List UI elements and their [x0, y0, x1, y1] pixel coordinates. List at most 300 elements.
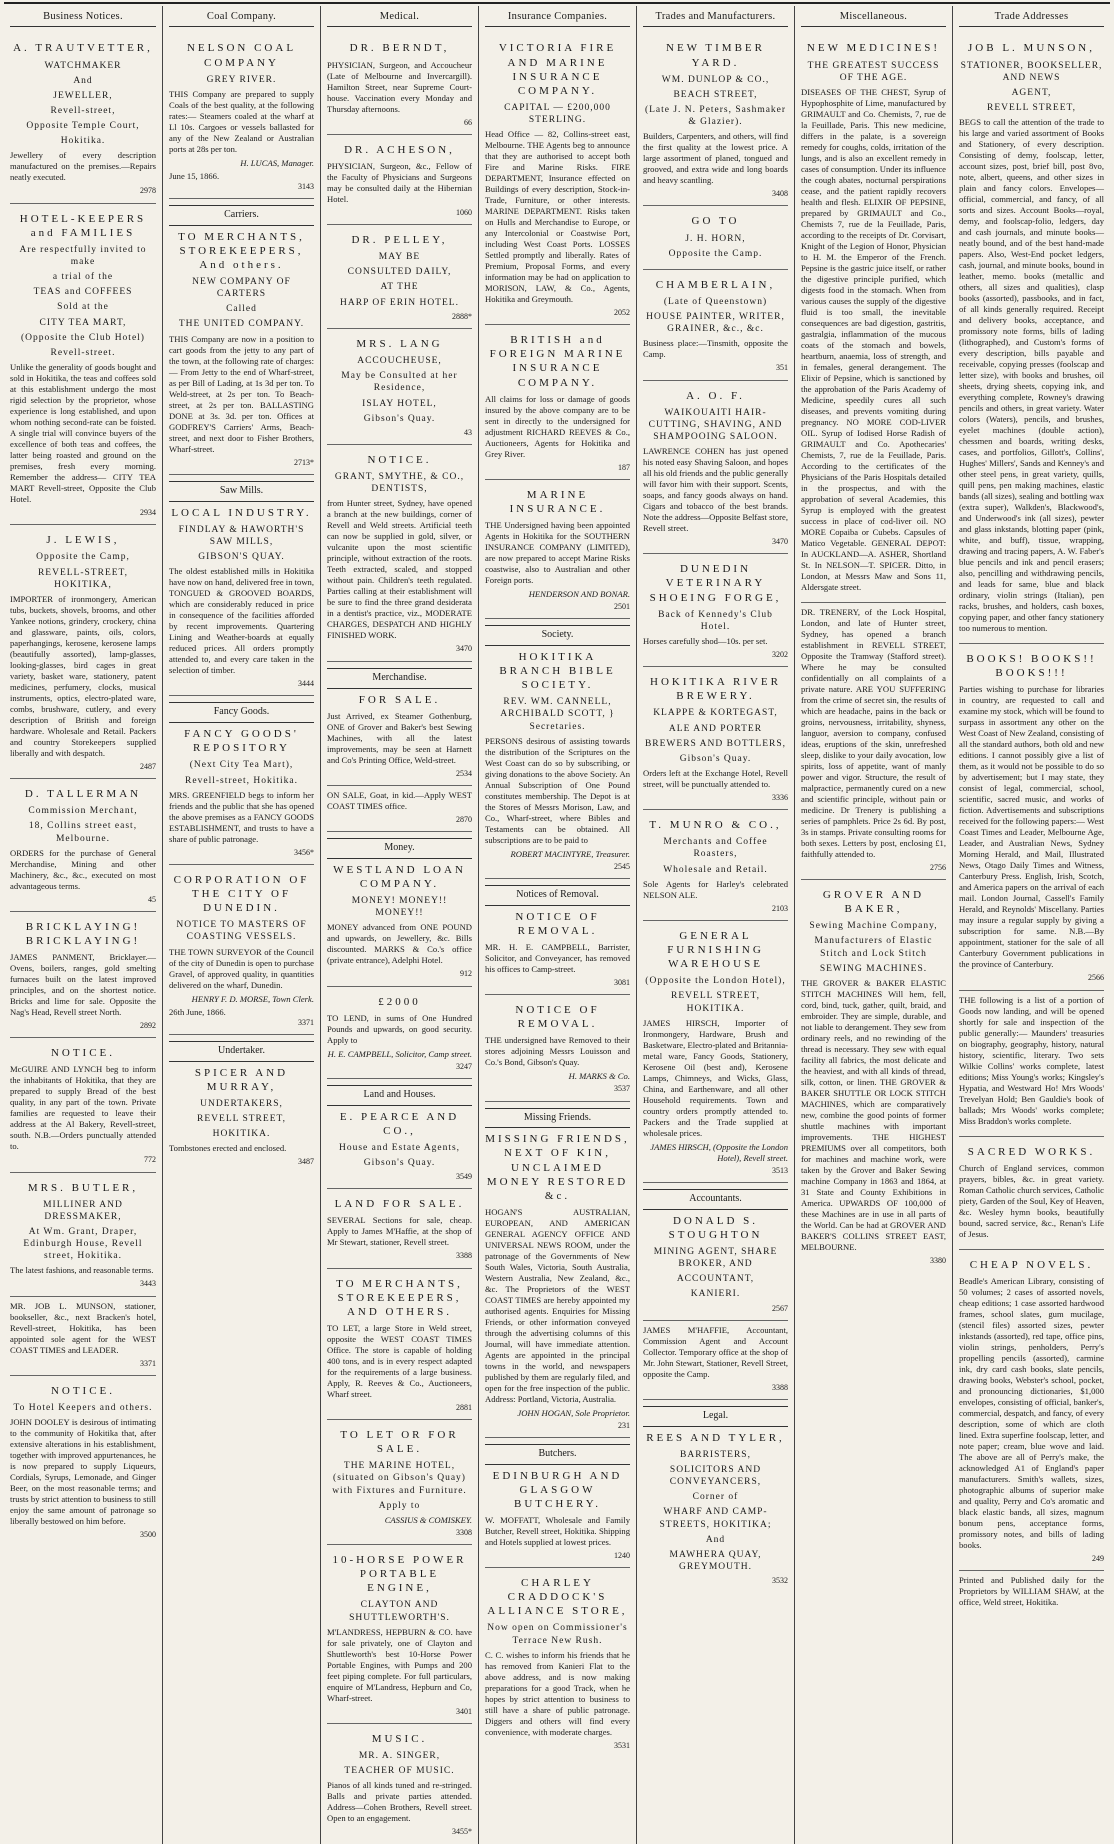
advertisement	[10, 525, 156, 779]
ad-line: GRANT, SMYTHE, & CO., DENTISTS,	[334, 472, 465, 495]
advertisement	[327, 662, 472, 786]
column-header: Medical.	[327, 6, 472, 27]
column-header: Trade Addresses	[959, 6, 1104, 27]
ad-number: 3401	[456, 1706, 472, 1716]
ad-title: HOTEL-KEEPERS and FAMILIES	[19, 212, 147, 239]
advertisement	[801, 603, 946, 880]
column-7	[952, 6, 1110, 1844]
ad-number: 2870	[456, 814, 472, 824]
ad-title: JOB L. MUNSON,	[968, 42, 1095, 55]
ad-number: 3532	[772, 1576, 788, 1586]
ad-body: PHYSICIAN, Surgeon, &c., Fellow of the Faculty of Physicians and Surgeons may be consulted daily at the Hibernian Hotel.	[327, 160, 472, 204]
ad-body: M'LANDRESS, HEPBURN & CO. have for sale privately, one of Clayton and Shuttleworth's best 10-Horse Power Portable Engines, with Pumps and 200 feet piping complete. For full particulars, enquire of M'Landress, Hepburn and Co, Wharf-street.	[327, 1626, 472, 1703]
ad-line: SEWING MACHINES.	[819, 963, 928, 974]
column-4	[478, 6, 636, 1844]
ad-line: MAY BE	[378, 252, 421, 263]
ad-line: HARP OF ERIN HOTEL.	[340, 297, 459, 308]
ad-number: 3487	[298, 1157, 314, 1167]
ad-body: THE undersigned have Removed to their stores adjoining Messrs Louisson and Co.'s Bond, Gibson's Quay.	[485, 1035, 630, 1068]
ad-title: REES AND TYLER,	[646, 1431, 785, 1444]
advertisement	[643, 1321, 788, 1400]
ad-title: BOOKS! BOOKS!! BOOKS!!!	[966, 653, 1097, 680]
ad-line: REVELL STREET,	[197, 1113, 286, 1124]
ad-signature: HENDERSON AND BONAR.	[528, 589, 630, 599]
advertisement	[485, 480, 630, 619]
ad-title: A. TRAUTVETTER,	[13, 42, 153, 55]
ad-number: 2713*	[294, 457, 314, 467]
advertisement	[327, 445, 472, 662]
ad-number: 187	[618, 462, 630, 472]
ad-title: NOTICE OF REMOVAL.	[515, 1004, 600, 1031]
ad-number: 2567	[772, 1303, 788, 1313]
advertisement	[485, 325, 630, 480]
ad-body: THE Undersigned having been appointed Agents in Hokitika for the SOUTHERN INSURANCE COMPANY (LIMITED), are now prepared to accept Marine Risks coastwise, also to Australian and other Foreign ports.	[485, 520, 630, 585]
ad-body: Business place:—Tinsmith, opposite the Camp.	[643, 338, 788, 360]
ad-title: TO LET OR FOR SALE.	[340, 1429, 459, 1456]
advertisement	[327, 1079, 472, 1190]
ad-body: ORDERS for the purchase of General Merchandise, Mining and other Machinery, &c., &c., executed on most advantageous terms.	[10, 847, 156, 891]
advertisement	[643, 1400, 788, 1593]
advertisement	[959, 991, 1104, 1137]
ad-number: 3455*	[452, 1827, 472, 1837]
ad-line: Gibson's Quay.	[363, 413, 436, 424]
ad-body: Builders, Carpenters, and others, will find the first quality at the lowest price. A large assortment of planed, tongued and grooved, and extra wide and long boards and heavy scantling.	[643, 131, 788, 186]
section-heading: Money.	[327, 838, 472, 859]
ad-line: REVELL-STREET, HOKITIKA,	[37, 567, 129, 590]
ad-title: FANCY GOODS' REPOSITORY	[184, 728, 299, 755]
column-header: Insurance Companies.	[485, 6, 630, 27]
ad-number: 3336	[772, 792, 788, 802]
advertisement	[169, 1035, 314, 1174]
ad-number: 3388	[772, 1382, 788, 1392]
column-3	[320, 6, 478, 1844]
advertisement	[327, 832, 472, 987]
ad-body: JAMES PANMENT, Bricklayer.— Ovens, boilers, ranges, gold smelting furnaces built on the latest improved principles, and on the shortest notice. Bricks and lime for sale. Opposite the Nag's Head, Revell street North.	[10, 952, 156, 1018]
ad-title: GROVER AND BAKER,	[822, 889, 925, 916]
section-heading: Legal.	[643, 1406, 788, 1427]
column-header: Business Notices.	[10, 6, 156, 27]
ad-line: Sold at the	[57, 302, 109, 313]
ad-body: The latest fashions, and reasonable terms.	[10, 1265, 154, 1276]
ad-title: DR. BERNDT,	[349, 42, 450, 55]
advertisement	[10, 33, 156, 203]
ad-body: JAMES HIRSCH, Importer of Ironmongery, Hardware, Brush and Basketware, Electro-plated and Britannia-metal ware, Fancy Goods, Stationery, Kerosene Oil (best and), Kerosene Lamps, Chimneys, and Wicks, Glass, China, and Earthenware, and all other Household requirements. Town and country orders promptly attended to. Packers and the Trade supplied at wholesale prices.	[643, 1017, 788, 1138]
ad-title: BRICKLAYING! BRICKLAYING!	[25, 920, 141, 947]
advertisement	[10, 1038, 156, 1172]
advertisement	[643, 33, 788, 206]
ad-line: (Opposite the Club Hotel)	[21, 332, 145, 343]
ad-title: EDINBURGH AND GLASGOW BUTCHERY.	[492, 1469, 623, 1510]
ad-line: CAPITAL — £200,000 STERLING.	[504, 102, 611, 125]
ad-body: SEVERAL Sections for sale, cheap. Apply to James M'Haffie, at the shop of Mr Stewart, stationer, Revell street.	[327, 1215, 472, 1248]
ad-number: 3470	[772, 537, 788, 547]
ad-title: DUNEDIN VETERINARY SHOEING FORGE,	[649, 563, 782, 604]
ad-body: IMPORTER of ironmongery, American tubs, buckets, shovels, brooms, and other Yankee notions, grindery, crockery, china and glassware, paints, oils, colors, paperhangings, kerosene, kerosene lamps (beautifully assorted), lamp-glasses, looking-glasses, bird cages in great variety, basket ware, stationery, patent medicines, perfumery, clocks, musical instruments, optics, electro-plated ware, combs, brushware, cutlery, and every description of British and foreign hardware. Wholesale and Retail. Packers and country Storekeepers supplied liberally and with despatch.	[10, 593, 156, 758]
ad-line: And	[73, 75, 93, 86]
ad-line: BREWERS AND BOTTLERS,	[644, 738, 787, 749]
section-heading: Notices of Removal.	[485, 885, 630, 906]
ad-line: (Late J. N. Peters, Sashmaker & Glazier).	[644, 104, 787, 128]
ad-signature: JOHN HOGAN, Sole Proprietor.	[517, 1407, 630, 1418]
ad-title: T. MUNRO & CO.,	[649, 819, 782, 832]
ad-number: 351	[776, 363, 788, 373]
ad-number: 2978	[140, 186, 156, 196]
ad-title: SPICER AND MURRAY,	[194, 1066, 289, 1093]
ad-line: ISLAY HOTEL,	[362, 398, 437, 409]
ad-number: 3388	[456, 1251, 472, 1261]
ad-line: MONEY! MONEY!! MONEY!!	[351, 896, 448, 919]
ad-body: THE TOWN SURVEYOR of the Council of the city of Dunedin is open to purchase Gravel, of approved quality, in quantities delivered on the wharf, Dunedin.	[169, 946, 314, 990]
ad-signature: HENRY F. D. MORSE, Town Clerk.	[191, 993, 314, 1004]
ad-signature: CASSIUS & COMISKEY.	[384, 1514, 472, 1525]
ad-line: Back of Kennedy's Club Hotel.	[658, 609, 773, 632]
advertisement	[801, 33, 946, 602]
ad-line: WM. DUNLOP & CO.,	[661, 74, 770, 85]
ad-body: All claims for loss or damage of goods insured by the above company are to be sent in directly to the undersigned for adjustment RICHARD REEVES & Co., Auctioneers, Agents for Hokitika and Grey River.	[485, 393, 630, 459]
ad-body: DISEASES OF THE CHEST, Syrup of Hypophosphite of Lime, manufactured by GRIMAULT and Co. Chemists, 7, rue de la Feuillade, Paris. This new medicine, differs in the palate, is a sovereign remedy for coughs, colds, irritation of the lungs, and is also an excellent remedy in cases of consumption. Under its influence the cough abates, nocturnal perspirations cease, and the patient rapidly recovers health and flesh. ELIXIR OF PEPSINE, prepared by GRIMAULT and Co., Chemists 7, rue de la Feuillade, Paris, according to the receipts of Dr. Corvisart, Knight of the Legion of Honor, Physician to H. M. the Emperor of the French. Pepsine is the gastric juice itself, or rather the digestive principle purified, which digests food in the stomach. When from various causes the supply of the digestive fluid is too small, the inevitable consequences are bad digestion, gastritis, gastralgia, inflammation of the mucous coats of the stomach and bowels, heartburn, anaemia, loss of strength, and in females, general derangement. The Elixir of Pepsine, which is sanctioned by the approbation of the Paris Academy of Medicine, speedily cures all such diseases, and prevents vomiting during pregnancy. NO MORE COD-LIVER OIL. Syrup of Iodised Horse Radish of GRIMAULT and Co. Apothecaries' Chemists, 7, rue de la Feuillade, Paris. According to the certificates of the Physicians of the Paris Hospitals detailed in the prospectus, and with the approbation of several Academies, this Syrup is employed with the greatest success in place of cod-liver oil. NO MORE Copaiba or Cubebs. Capsules of Matico Vegetable. GENERAL DEPOT: In AUCKLAND—A. ASHER, Shortland St. In NELSON—T. SPICER. Ditto, in London, at Messrs Maw and Sons 11, Aldersgate street.	[801, 86, 946, 592]
ad-number: 1060	[456, 207, 472, 217]
ad-body: C. C. wishes to inform his friends that he has removed from Kanieri Flat to the above address, and is now making preparations for a good Track, when he hopes by strict attention to business to still have a share of public patronage. Diggers and others will find every convenience, with moderate charges.	[485, 1649, 630, 1737]
ad-title: CHARLEY CRADDOCK'S ALLIANCE STORE,	[487, 1577, 628, 1618]
ad-line: THE UNITED COMPANY.	[178, 319, 305, 330]
ad-title: CHAMBERLAIN,	[655, 278, 776, 291]
column-header: Trades and Manufacturers.	[643, 6, 788, 27]
advertisement	[643, 554, 788, 667]
ad-title: E. PEARCE AND CO.,	[339, 1110, 460, 1137]
ad-body: Sole Agents for Harley's celebrated NELSON ALE.	[643, 878, 788, 900]
ad-title: NOTICE.	[50, 1384, 116, 1397]
advertisement	[327, 329, 472, 445]
ad-number: 43	[464, 427, 472, 437]
ad-number: 3081	[614, 977, 630, 987]
ad-number: 2052	[614, 308, 630, 318]
advertisement	[485, 1438, 630, 1568]
ad-line: Now open on Commissioner's Terrace New Rush.	[487, 1623, 628, 1646]
ad-line: MR. A. SINGER,	[358, 1751, 441, 1762]
ad-line: HOUSE PAINTER, WRITER, GRAINER, &c., &c.	[646, 312, 785, 335]
advertisement	[485, 33, 630, 325]
ad-line: May be Consulted at her Residence,	[341, 371, 458, 394]
ad-number: 3549	[456, 1172, 472, 1182]
ad-title: A. O. F.	[686, 389, 745, 402]
column-5	[636, 6, 794, 1844]
ad-body: JAMES M'HAFFIE, Accountant, Commission Agent and Account Collector. Temporary office at the shop of Mr. John Stewart, Stationer, Revell Street, opposite the Camp.	[643, 1324, 789, 1379]
ad-number: 3202	[772, 649, 788, 659]
section-heading: Fancy Goods.	[169, 702, 314, 723]
ad-line: Manufacturers of Elastic Stitch and Lock Stitch	[814, 936, 933, 959]
ad-signature: ROBERT MACINTYRE, Treasurer.	[510, 848, 630, 859]
ad-body: THIS Company are prepared to supply Coals of the best quality, at the following rates:— Steamers coaled at the wharf at Ll 10s. Cargoes or vessels ballasted for any of the New Zealand or Australian ports at 28s per ton.	[169, 88, 314, 154]
ad-title: DR. PELLEY,	[351, 234, 448, 247]
ad-line: Revell-street,	[50, 105, 116, 116]
ad-body: Head Office — 82, Collins-street east, Melbourne. THE Agents beg to announce that they are authorised to accept both Fire and Marine Risks. FIRE DEPARTMENT, Insurance effected on Buildings of every description, Stock-in-Trade, Furniture, or other interests. MARINE DEPARTMENT. Risks taken on Hulls and Merchandise to Europe, or any Intercolonial or Coastwise Port, including West Coast Ports. LOSSES Settled promptly and liberally. Rates of Premium, Proposal Forms, and every information may be had on application to MORISON, LAW, & Co., Agents, Hokitika and Greymouth.	[485, 129, 630, 305]
advertisement	[327, 1724, 472, 1844]
ad-body: from Hunter street, Sydney, have opened a branch at the new buildings, corner of Revell and Weld streets. Artificial teeth can now be supplied in gold, silver, or vulcanite upon the most scientific principle, without extraction of the roots. Teeth extracted, scaled, and stopped without pain. Children's teeth regulated. Parties calling at their establishment will be sure to find the three grand desiderata in a dentist's practice, viz., MODERATE CHARGES, DESPATCH AND HIGHLY FINISHED WORK.	[327, 498, 472, 641]
ad-number: 772	[144, 1155, 156, 1165]
ad-line: NOTICE TO MASTERS OF COASTING VESSELS.	[176, 920, 307, 943]
ad-title: HOKITIKA BRANCH BIBLE SOCIETY.	[499, 651, 616, 692]
ad-line: REVELL STREET, HOKITIKA.	[671, 991, 760, 1014]
ad-line: ACCOUCHEUSE,	[357, 356, 442, 367]
advertisement	[959, 1571, 1104, 1617]
ad-title: MRS. LANG	[356, 338, 443, 350]
advertisement	[10, 1173, 156, 1297]
ad-number: 3456*	[294, 847, 314, 857]
ad-line: J. H. HORN,	[685, 233, 746, 244]
ad-title: NOTICE.	[367, 454, 432, 467]
ad-number: 2934	[140, 508, 156, 518]
ad-number: 3500	[140, 1530, 156, 1540]
ad-number: 2881	[456, 1402, 472, 1412]
advertisement	[643, 667, 788, 810]
ad-title: TO MERCHANTS, STOREKEEPERS, And others.	[178, 230, 305, 271]
ad-number: 3380	[930, 1255, 946, 1265]
advertisement	[485, 1102, 630, 1438]
column-header: Miscellaneous.	[801, 6, 946, 27]
advertisement	[959, 1250, 1104, 1571]
column-1	[4, 6, 162, 1844]
ad-title: FOR SALE.	[358, 693, 441, 706]
advertisement	[327, 786, 472, 832]
ad-body: DR. TRENERY, of the Lock Hospital, London, and late of Hunter street, Sydney, has opened a branch establishment in REVELL STREET, Opposite the Tramway (Stafford street). Where he may be consulted confidentially on all complaints of a private nature. ARE YOU SUFFERING from the crime of secret sin, the results of which are headache, pains in the back or groins, nervousness, irritability, shyness, languor, aversion to company, confused ideas, eruptions of the skin, unrefreshed sleep, dislike to your daily avocation, low spirits, loss of appetite, want of manly power and vigor. Structure, the result of malpractice, permanently cured on a new and scientific principle, without pain or medicine. Dr Trenery is publishing a series of pamphlets. Price 2s 6d. By post, 3s in stamps. Private consulting rooms for both sexes. Letters by post, enclosing £1, faithfully attended to.	[801, 606, 946, 859]
ad-number: 912	[460, 969, 472, 979]
ad-number: 2534	[456, 768, 472, 778]
ad-line: Sewing Machine Company,	[809, 921, 938, 932]
ad-body: Orders left at the Exchange Hotel, Revell street, will be punctually attended to.	[643, 767, 788, 789]
ad-date: June 15, 1866.	[169, 170, 220, 181]
advertisement	[959, 644, 1104, 990]
ad-number: 249	[1092, 1553, 1104, 1563]
ad-title: WESTLAND LOAN COMPANY.	[333, 863, 466, 890]
ad-line: Revell-street, Hokitika.	[185, 775, 298, 786]
ad-line: UNDERTAKERS,	[200, 1098, 283, 1109]
ad-line: AGENT,	[1011, 87, 1052, 98]
ad-number: 1240	[614, 1551, 630, 1560]
ad-title: TO MERCHANTS, STOREKEEPERS, AND OTHERS.	[336, 1277, 463, 1318]
ad-line: Hokitika.	[60, 136, 106, 147]
advertisement	[169, 199, 314, 475]
ad-line: MILLINER AND DRESSMAKER,	[43, 1199, 123, 1222]
ad-title: MRS. BUTLER,	[27, 1181, 139, 1194]
advertisement	[643, 921, 788, 1183]
ad-line: Wholesale and Retail.	[663, 864, 768, 875]
ad-title: GO TO	[691, 215, 740, 228]
ad-line: Gibson's Quay.	[679, 753, 752, 764]
ad-line: STATIONER, BOOKSELLER, AND NEWS	[960, 60, 1103, 83]
ad-title: NOTICE OF REMOVAL.	[515, 910, 600, 937]
ad-number: 2487	[140, 761, 156, 771]
advertisement	[643, 810, 788, 921]
ad-title: NELSON COAL COMPANY	[186, 42, 297, 69]
ad-line: Corner of	[692, 1492, 739, 1503]
section-heading: Land and Houses.	[327, 1085, 472, 1106]
ad-body: JOHN DOOLEY is desirous of intimating to the community of Hokitika that, after extensive alterations in his establishment, together with improved appurtenances, he is now prepared to supply Liqueurs, Cordials, Syrups, Lemonade, and Ginger Beer, on the most reasonable terms; and trusts by strict attention to business to still enjoy the same amount of patronage so liberally bestowed on him before.	[10, 1417, 156, 1527]
ad-line: House and Estate Agents,	[338, 1142, 461, 1153]
advertisement	[10, 1297, 156, 1376]
section-heading: Carriers.	[169, 205, 314, 226]
advertisement	[485, 995, 630, 1101]
ad-line: ALE AND PORTER	[668, 723, 763, 734]
advertisement	[485, 1568, 630, 1757]
advertisement	[801, 880, 946, 1272]
ad-body: THIS Company are now in a position to cart goods from the jetty to any part of the town, at the following rate of charges:— From Jetty to the end of Wharf-street, as per Bill of Lading, at 1s 3d per ton. To Weld-street, at 2s per ton. To Beach-street, at 2s per ton. BALLASTING DONE at 3s. 3d. per ton. Offices at GODFREY'S Carriers' Arms, Beach-street, and next door to Fisher Brothers, Wharf-street.	[169, 333, 314, 454]
ad-title: J. LEWIS,	[46, 534, 120, 547]
advertisement	[10, 204, 156, 526]
ad-signature: H. LUCAS, Manager.	[240, 157, 314, 168]
ad-line: Commission Merchant,	[28, 806, 138, 817]
advertisement	[327, 225, 472, 329]
ad-line: Merchants and Coffee Roasters,	[663, 837, 768, 860]
ad-title: 10-HORSE POWER PORTABLE ENGINE,	[332, 1554, 467, 1595]
ad-number: 3443	[140, 1279, 156, 1289]
ad-title: LAND FOR SALE.	[334, 1198, 465, 1211]
ad-number: 3371	[298, 1017, 314, 1027]
ad-number: 66	[464, 117, 472, 127]
ad-body: Beadle's American Library, consisting of 50 volumes; 2 cases of assorted novels, cheap editions; 1 case assorted hardwood frames, school slates, gum mucilage, (stencil files) assorted sizes, pewter inkstands (assorted), red tape, office pins, violin strings, penholders, Perry's propelling pencils (assorted), carmine ink, dry card cash books, slate pencils, drawing books, Webster's school, pocket, and pronouncing dictionaries, $1,000 envelopes, consisting of official, banker's, commercial, despatch, and fancy, of every description, some of which are cloth lined. Extra superfine foolscap, letter, and note paper; cream, blue wove and laid. The above are all of Perry's make, the acknowledged A1 of England's paper manufacturers. Smith's wallets, sizes, photographic albums of superior make and quality, Perry and Co's aromatic and black elastic bands, all sizes, magnum bonum pens, acceptance forms, promissory notes, and bills of lading books.	[959, 1275, 1104, 1550]
ad-number: 3371	[140, 1358, 156, 1368]
ad-title: LOCAL INDUSTRY.	[171, 506, 312, 519]
ad-line: SOLICITORS AND CONVEYANCERS,	[669, 1465, 762, 1488]
advertisement	[327, 1545, 472, 1724]
ad-body: ON SALE, Goat, in kid.—Apply WEST COAST TIMES office.	[327, 789, 472, 811]
ad-title: DR. ACHESON,	[344, 143, 455, 156]
ad-line: At Wm. Grant, Draper, Edinburgh House, Revell street, Hokitika.	[23, 1226, 143, 1262]
ad-line: ACCOUNTANT,	[676, 1274, 755, 1285]
ad-title: NEW TIMBER YARD.	[666, 42, 765, 69]
ad-line: a trial of the	[52, 272, 114, 283]
ad-body: Unlike the generality of goods bought and sold in Hokitika, the teas and coffees sold at this establishment undergo the most rigid selection by the proprietor, whose experience is long established, and upon whom nothing second-rate can be foisted. A single trial will convince buyers of the excellence of both teas and coffees, the latter being roasted and ground on the premises, fresh every morning. Remember the address— CITY TEA MART Revell-street, Opposite the Club Hotel.	[10, 362, 156, 505]
ad-body: McGUIRE AND LYNCH beg to inform the inhabitants of Hokitika, that they are prepared to supply Bread of the best quality, in any part of the town. Private families are requested to leave their address at the Al Bakery, Revell-street, south. N.B.—Orders punctually attended to.	[10, 1064, 156, 1152]
ad-title: BRITISH and FOREIGN MARINE INSURANCE COMPANY.	[489, 334, 626, 389]
ad-line: WATCHMAKER	[44, 60, 122, 71]
ad-body: PHYSICIAN, Surgeon, and Accoucheur (Late of Melbourne and Invercargill). Hamilton Street, near Supreme Court-house. Vaccination every Monday and Thursday afternoons.	[327, 59, 472, 114]
ad-title: DONALD S. STOUGHTON	[668, 1214, 763, 1241]
advertisement	[643, 381, 788, 555]
section-heading: Missing Friends.	[485, 1108, 630, 1129]
ad-line: GIBSON'S QUAY.	[198, 552, 285, 563]
ad-line: NEW COMPANY OF CARTERS	[192, 277, 291, 300]
ad-body: Pianos of all kinds tuned and re-stringed. Balls and private parties attended. Address—Cohen Brothers, Revell street. Open to an engagement.	[327, 1780, 472, 1824]
ad-title: HOKITIKA RIVER BREWERY.	[650, 676, 781, 703]
ad-line: THE GREATEST SUCCESS OF THE AGE.	[807, 60, 940, 83]
section-heading: Saw Mills.	[169, 481, 314, 502]
advertisement	[327, 1269, 472, 1420]
ad-line: Gibson's Quay.	[363, 1157, 436, 1168]
ad-body: MRS. GREENFIELD begs to inform her friends and the public that she has opened the above premises as a FANCY GOODS ESTABLISHMENT, and trusts to have a share of public patronage.	[169, 789, 314, 844]
ad-line: REV. WM. CANNELL, ARCHIBALD SCOTT, } Secretaries.	[500, 697, 615, 732]
ad-number: 3143	[298, 181, 314, 191]
ad-title: £2000	[378, 995, 421, 1008]
section-heading: Undertaker.	[169, 1041, 314, 1062]
ad-number: 3408	[772, 189, 788, 199]
ad-number: 2756	[930, 862, 946, 872]
advertisement	[169, 696, 314, 865]
advertisement	[643, 270, 788, 381]
advertisement	[485, 619, 630, 879]
advertisement	[10, 1376, 156, 1546]
ad-line: CONSULTED DAILY,	[347, 267, 452, 278]
ad-line: 18, Collins street east, Melbourne.	[28, 821, 138, 844]
ad-line: Revell-street.	[50, 347, 116, 358]
ad-line: (Next City Tea Mart),	[189, 760, 294, 771]
ad-number: 3247	[456, 1061, 472, 1071]
ad-body: MR. H. E. CAMPBELL, Barrister, Solicitor, and Conveyancer, has removed his offices to Camp-street.	[485, 941, 630, 974]
ad-line: Opposite Temple Court,	[26, 121, 140, 132]
ad-line: Opposite the Camp.	[668, 248, 763, 259]
ad-title: CORPORATION OF THE CITY OF DUNEDIN.	[173, 873, 310, 915]
ad-line: CITY TEA MART,	[39, 317, 127, 328]
column-6	[794, 6, 952, 1844]
ad-body: Church of England services, common prayers, bibles, &c. in great variety. Roman Catholic church services, Catholic piety, Garden of the Soul, Key of Heaven, &c. Wesley hymn books, beautifully bound, sacred service, &c., Renan's Life of Jesus.	[959, 1162, 1104, 1239]
ad-number: 3537	[614, 1084, 630, 1094]
ad-line: And	[705, 1534, 726, 1545]
ad-line: FINDLAY & HAWORTH'S SAW MILLS,	[178, 524, 305, 547]
ad-body: Horses carefully shod—10s. per set.	[643, 635, 768, 646]
ad-line: (Opposite the London Hotel),	[645, 976, 786, 987]
ad-number: 2545	[614, 861, 630, 871]
ad-body: W. MOFFATT, Wholesale and Family Butcher, Revell street, Hokitika. Shipping and Hotels supplied at lowest prices.	[485, 1515, 630, 1547]
ad-line: THE MARINE HOTEL, (situated on Gibson's Quay) with Fixtures and Furniture.	[332, 1461, 467, 1496]
advertisement	[327, 1189, 472, 1268]
ad-body: MONEY advanced from ONE POUND and upwards, on Jewellery, &c. Bills discounted. MARKS & Co.'s office (private entrance), Adelphi Hotel.	[327, 922, 472, 966]
advertisement	[485, 879, 630, 995]
section-heading: Merchandise.	[327, 668, 472, 689]
ad-body: HOGAN'S AUSTRALIAN, EUROPEAN, AND AMERICAN GENERAL AGENCY OFFICE AND UNIVERSAL NEWS ROOM, under the patronage of the Governments of New South Wales, Victoria, South Australia, Western Australia, New Zealand, &c., &c. The Proprietors of the WEST COAST TIMES are hereby appointed my authorised agents. Enquiries for Missing Friends, or other information conveyed through the advertising columns of this Journal, will have immediate attention. Agents are appointed in the principal towns in the world, and newspapers published by them are regularly filed, and open for the free inspection of the public. Address: Portland, Victoria, Australia.	[485, 1206, 630, 1404]
section-heading: Butchers.	[485, 1444, 630, 1465]
ad-title: MISSING FRIENDS, NEXT OF KIN, UNCLAIMED MONEY RESTORED &c.	[485, 1133, 630, 1202]
columns-container	[4, 6, 1110, 1837]
ad-title: SACRED WORKS.	[967, 1145, 1096, 1158]
advertisement	[169, 33, 314, 199]
ad-number: 2501	[614, 602, 630, 611]
ad-number: 3308	[456, 1527, 472, 1537]
ad-line: HOKITIKA.	[212, 1129, 271, 1139]
top-rule	[4, 2, 1110, 4]
ad-signature: H. MARKS & Co.	[568, 1071, 630, 1082]
advertisement	[10, 912, 156, 1038]
ad-line: WAIKOUAITI HAIR-CUTTING, SHAVING, AND SHAMPOOING SALOON.	[648, 407, 783, 443]
ad-line: TEAS and COFFEES	[33, 287, 133, 298]
ad-body: Parties wishing to purchase for libraries in country, are requested to call and examine my stock, which will be found to surpass in assortment any other on the West Coast of New Zealand, consisting of all the standard authors, both old and new editions. I cannot possibly give a list of them, as it would not be possible to do so by advertisement; but I may state, they consist of legal, commercial, school, scientific, sacred music, and works of fiction. Advertisements and subscriptions received for the following papers:— West Coast Times and Leader, Melbourne Age, Leader, and Australian News, Sydney Morning Herald, and Mail, Illustrated News, Otago Daily Times and Witness, Canterbury Press. English, Irish, Scotch, and America papers on the arrival of each mail. London Journal, Cassell's Family Herald, and Reynolds' Miscellany. Parties may insure a regular supply by giving a subscription for same. N.B.—By appointment, stationer for the sale of all Canterbury Government publications in the province of Canterbury.	[959, 684, 1104, 970]
ad-line: KLAPPE & KORTEGAST,	[653, 708, 778, 719]
advertisement	[327, 987, 472, 1079]
ad-body: TO LEND, in sums of One Hundred Pounds and upwards, on good security. Apply to	[327, 1012, 472, 1045]
ad-line: Called	[226, 304, 257, 315]
ad-line: TEACHER OF MUSIC.	[344, 1766, 455, 1777]
ad-title: NEW MEDICINES!	[806, 42, 941, 55]
ad-number: 2892	[140, 1021, 156, 1031]
ad-number: 3444	[298, 679, 314, 689]
ad-body: PERSONS desirous of assisting towards the distribution of the Scriptures on the West Coast can do so by subscribing, or giving donations to the above Society. An Annual Subscription of One Pound constitutes membership. The Depot is at the Stores of Messrs Morison, Law, and Co., Wharf-street, where Bibles and Testaments can be obtained. All subscriptions are to be paid to	[485, 735, 630, 845]
advertisement	[169, 865, 314, 1035]
ad-body: Just Arrived, ex Steamer Gothenburg, ONE of Grover and Baker's best Sewing Machines, with all the latest improvements, may be seen at Harnett and Co's Printing Office, Weld-street.	[327, 710, 472, 765]
ad-title: MUSIC.	[371, 1732, 428, 1745]
ad-line: JEWELLER,	[53, 90, 113, 101]
ad-title: CHEAP NOVELS.	[969, 1258, 1094, 1271]
ad-line: Are respectfully invited to make	[19, 244, 147, 267]
ad-number: 2888*	[452, 311, 472, 321]
ad-body: The oldest established mills in Hokitika have now on hand, delivered free in town, TONGUED & GROOVED BOARDS, which are considerably reduced in price in consequence of the facilities afforded by recent improvements. Quartering Lining and Weather-boards at equally reduced prices. All orders promptly attended to, and every care taken in the selection of timber.	[169, 566, 314, 676]
ad-line: (Late of Queenstown)	[663, 296, 768, 307]
section-heading: Accountants.	[643, 1189, 788, 1210]
ad-date: 26th June, 1866.	[169, 1006, 226, 1017]
ad-number: 3513	[772, 1165, 788, 1175]
ad-number: 2566	[1088, 973, 1104, 983]
ad-number: 2103	[772, 903, 788, 913]
ad-body: THE GROVER & BAKER ELASTIC STITCH MACHINES Will hem, fell, cord, bind, tuck, gather, quilt, braid, and embroider. They are simple, durable, and not liable to derangement. They sew from ordinary reels, and no rewinding of the thread is necessary. They sew with equal facility all fabrics, the most delicate and the heaviest, and with all kinds of thread, silk, cotton, or linen. THE GROVER & BAKER SHUTTLE OR LOCK STITCH MACHINES, which are comparatively new, combine the good points of former shuttle machines with important improvements. THE HIGHEST PREMIUMS over all competitors, both for machines and machine work, were taken by the Grover and Baker Sewing machine Company in 1863 and 1864, at 31 State and County Exhibitions in America. UPWARDS OF 100,000 of these Machines are in use in all parts of the World. Can be had at GROVER AND BAKER'S COLLINS STREET EAST, MELBOURNE.	[801, 977, 946, 1252]
advertisement	[959, 33, 1104, 644]
ad-body: TO LET, a large Store in Weld street, opposite the WEST COAST TIMES Office. The store is capable of holding 400 tons, and is in every respect adapted for the requirements of a large business. Apply, R. Reeves & Co., Auctioneers, Wharf street.	[327, 1322, 472, 1399]
